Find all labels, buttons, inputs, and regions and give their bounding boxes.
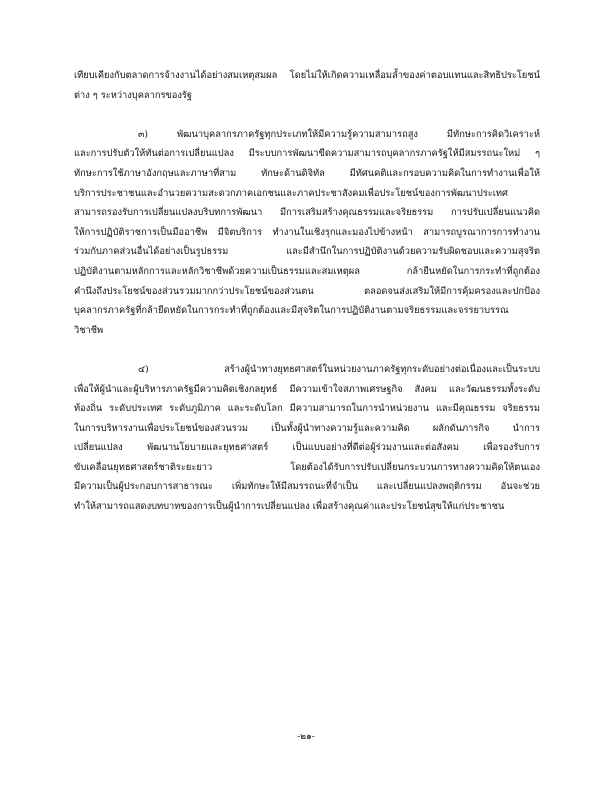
text-line: บริการประชาชนและอำนวยความสะดวกภาคเอกชนและภาคประชาสังคมเพื่อประโยชน์ของการพัฒนาประเทศ <box>74 187 508 199</box>
text-line: ทำให้สามารถแสดงบทบาทของการเป็นผู้นำการเปลี่ยนแปลง เพื่อสร้างคุณค่าและประโยชน์สุขให้แก่ประชาชน <box>74 501 505 513</box>
text-line: ให้การปฏิบัติราชการเป็นมืออาชีพ มีจิตบริการ ทำงานในเชิงรุกและมองไปข้างหน้า สามารถบูรณาการการทำงาน <box>74 226 540 238</box>
text-line: ท้องถิ่น ระดับประเทศ ระดับภูมิภาค และระดับโลก มีความสามารถในการนำหน่วยงาน และมีคุณธรรม จริยธรรม <box>74 403 540 415</box>
intro-paragraph <box>74 66 540 105</box>
text-line: ปฏิบัติงานตามหลักการและหลักวิชาชีพด้วยความเป็นธรรมและสมเหตุผล กล้ายืนหยัดในการกระทำที่ถูกต้อง <box>74 265 540 277</box>
text-line: ๔) สร้างผู้นำทางยุทธศาสตร์ในหน่วยงานภาครัฐทุกระดับอย่างต่อเนื่องและเป็นระบบ <box>138 363 540 375</box>
text-line: สามารถรองรับการเปลี่ยนแปลงบริบทการพัฒนา มีการเสริมสร้างคุณธรรมและจริยธรรม การปรับเปลี่ยนแนวคิด <box>74 207 540 219</box>
text-line: ทักษะการใช้ภาษาอังกฤษและภาษาที่สาม ทักษะด้านดิจิทัล มีทัศนคติและกรอบความคิดในการทำงานเพื่อให้ <box>74 167 540 179</box>
paragraph-4 <box>74 360 540 517</box>
text-line: คำนึงถึงประโยชน์ของส่วนรวมมากกว่าประโยชน์ของส่วนตน ตลอดจนส่งเสริมให้มีการคุ้มครองและปกป้อง <box>74 285 540 297</box>
text-line: ขับเคลื่อนยุทธศาสตร์ชาติระยะยาว โดยต้องได้รับการปรับเปลี่ยนกระบวนการทางความคิดให้ตนเอง <box>74 461 540 473</box>
text-line: ร่วมกับภาคส่วนอื่นได้อย่างเป็นรูปธรรม และมีสำนึกในการปฏิบัติงานด้วยความรับผิดชอบและความสุจริต <box>74 246 540 258</box>
text-line: บุคลากรภาครัฐที่กล้ายืดหยัดในการกระทำที่ถูกต้องและมีสุจริตในการปฏิบัติงานตามจริยธรรมและจรรยาบรรณ <box>74 305 509 317</box>
text-line: ต่าง ๆ ระหว่างบุคลากรของรัฐ <box>74 89 193 101</box>
text-line: มีความเป็นผู้ประกอบการสาธารณะ เพิ่มทักษะให้มีสมรรถนะที่จำเป็น และเปลี่ยนแปลงพฤติกรรม อันจะช่วย <box>74 481 540 493</box>
text-line: วิชาชีพ <box>74 324 104 336</box>
document-body <box>74 66 540 517</box>
text-line: และการปรับตัวให้ทันต่อการเปลี่ยนแปลง มีระบบการพัฒนาขีดความสามารถบุคลากรภาครัฐให้มีสมรรถนะใหม่ ๆ <box>74 148 540 160</box>
paragraph-3 <box>74 125 540 341</box>
text-line: เพื่อให้ผู้นำและผู้บริหารภาครัฐมีความคิดเชิงกลยุทธ์ มีความเข้าใจสภาพเศรษฐกิจ สังคม และวัฒนธรรมทั้งระดับ <box>74 383 540 395</box>
text-line: ๓) พัฒนาบุคลากรภาครัฐทุกประเภทให้มีความรู้ความสามารถสูง มีทักษะการคิดวิเคราะห์ <box>138 128 540 140</box>
text-line: ในการบริหารงานเพื่อประโยชน์ของส่วนรวม เป็นทั้งผู้นำทางความรู้และความคิด ผลักดันภารกิจ นำการ <box>74 422 540 434</box>
page-number: -๒๑- <box>297 732 315 742</box>
text-line: เปลี่ยนแปลง พัฒนานโยบายและยุทธศาสตร์ เป็นแบบอย่างที่ดีต่อผู้ร่วมงานและต่อสังคม เพื่อรองรับการ <box>74 442 540 454</box>
text-line: เทียบเคียงกับตลาดการจ้างงานได้อย่างสมเหตุสมผล โดยไม่ให้เกิดความเหลื่อมล้ำของค่าตอบแทนและสิทธิประโยชน์ <box>74 70 540 81</box>
